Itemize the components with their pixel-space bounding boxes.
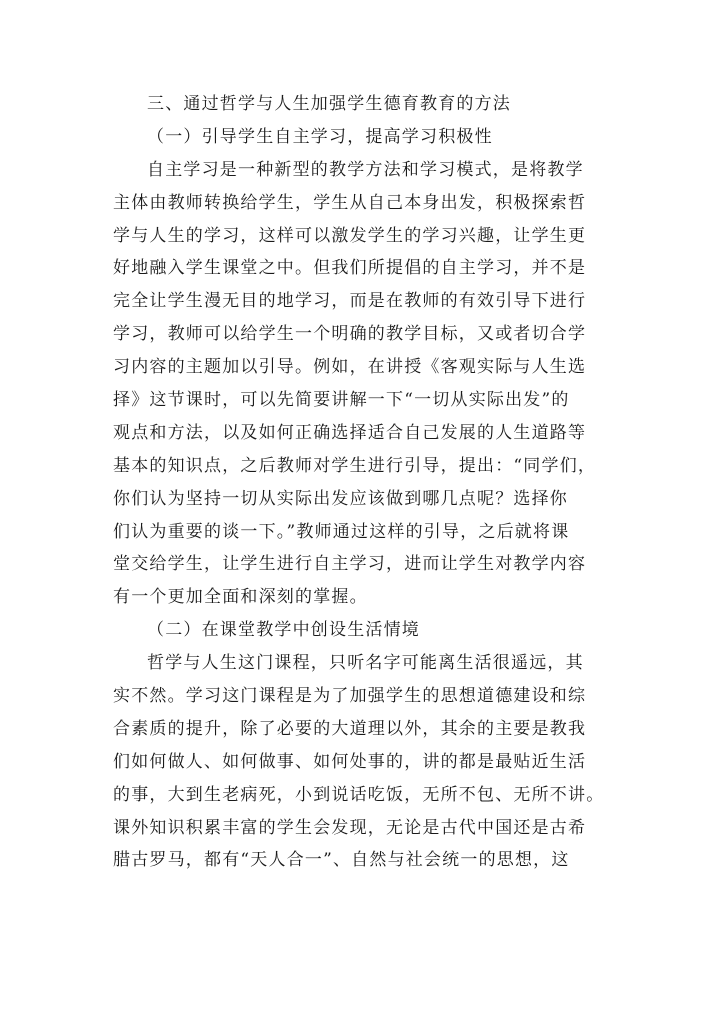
paragraph-line: 择》这节课时，可以先简要讲解一下“一切从实际出发”的: [113, 390, 570, 411]
paragraph-line: 堂交给学生，让学生进行自主学习，进而让学生对教学内容: [113, 554, 587, 575]
paragraph-line: 习内容的主题加以引导。例如，在讲授《客观实际与人生选: [113, 357, 587, 378]
paragraph-line: 合素质的提升，除了必要的大道理以外，其余的主要是教我: [113, 718, 587, 739]
paragraph-line: 实不然。学习这门课程是为了加强学生的思想道德建设和综: [113, 686, 587, 707]
subsection-title-1: （一）引导学生自主学习，提高学习积极性: [147, 126, 493, 147]
paragraph-line: 们认为重要的谈一下。”教师通过这样的引导，之后就将课: [113, 521, 570, 542]
paragraph-line: 腊古罗马，都有“天人合一”、自然与社会统一的思想，这: [113, 850, 570, 871]
paragraph-line: 有一个更加全面和深刻的掌握。: [113, 587, 368, 608]
paragraph-line: 学与人生的学习，这样可以激发学生的学习兴趣，让学生更: [113, 225, 587, 246]
section-title: 三、通过哲学与人生加强学生德育教育的方法: [147, 94, 511, 114]
paragraph-line: 基本的知识点，之后教师对学生进行引导，提出：“同学们，: [113, 455, 597, 476]
paragraph-line: 学习，教师可以给学生一个明确的教学目标，又或者切合学: [113, 324, 587, 345]
document-body: [113, 88, 623, 877]
paragraph-line: 观点和方法，以及如何正确选择适合自己发展的人生道路等: [113, 422, 587, 443]
paragraph-2: [113, 647, 623, 877]
paragraph-1: [113, 154, 623, 614]
subsection-title-2: （二）在课堂教学中创设生活情境: [147, 620, 420, 641]
paragraph-line: 主体由教师转换给学生，学生从自己本身出发，积极探索哲: [113, 192, 587, 213]
paragraph-line: 们如何做人、如何做事、如何处事的，讲的都是最贴近生活: [113, 751, 587, 772]
paragraph-line: 哲学与人生这门课程，只听名字可能离生活很遥远，其: [147, 653, 584, 674]
paragraph-line: 完全让学生漫无目的地学习，而是在教师的有效引导下进行: [113, 291, 587, 312]
paragraph-line: 你们认为坚持一切从实际出发应该做到哪几点呢？选择你: [113, 488, 568, 509]
paragraph-line: 自主学习是一种新型的教学方法和学习模式，是将教学: [147, 159, 584, 180]
paragraph-line: 的事，大到生老病死，小到说话吃饭，无所不包、无所不讲。: [113, 784, 605, 805]
paragraph-line: 课外知识积累丰富的学生会发现，无论是古代中国还是古希: [113, 817, 587, 838]
paragraph-line: 好地融入学生课堂之中。但我们所提倡的自主学习，并不是: [113, 258, 587, 279]
